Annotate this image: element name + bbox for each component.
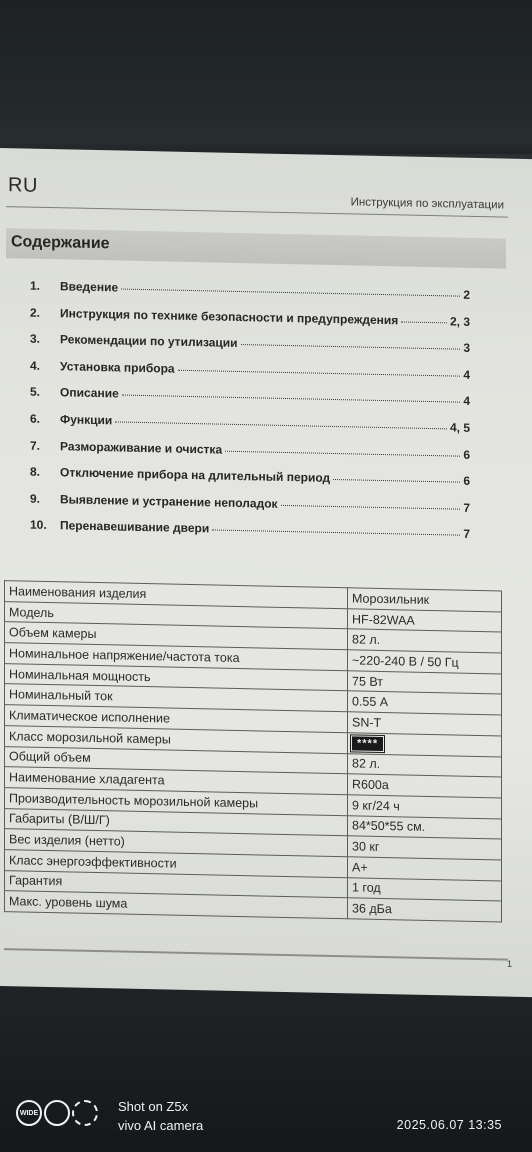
spec-value: R600a bbox=[348, 774, 502, 798]
toc-item-page: 7 bbox=[463, 500, 470, 515]
spec-key: Объем камеры bbox=[5, 622, 348, 650]
spec-key: Номинальная мощность bbox=[5, 663, 348, 691]
language-code: RU bbox=[8, 174, 38, 197]
spec-key: Гарантия bbox=[5, 870, 348, 898]
toc-item-label: Отключение прибора на длительный период bbox=[60, 465, 331, 486]
spec-value: A+ bbox=[348, 857, 502, 881]
spec-value: 82 л. bbox=[348, 753, 502, 777]
camera-watermark-line2: vivo AI camera bbox=[118, 1118, 204, 1133]
spec-key: Номинальное напряжение/частота тока bbox=[5, 643, 348, 671]
lens-ring-dashed-icon bbox=[72, 1100, 98, 1126]
freezer-star-rating-badge: **** bbox=[352, 737, 383, 752]
toc-item-number: 1. bbox=[30, 278, 41, 293]
spec-value: 84*50*55 см. bbox=[348, 815, 502, 839]
toc-item-page: 3 bbox=[463, 340, 470, 356]
contents-heading: Содержание bbox=[11, 233, 110, 253]
camera-logo bbox=[16, 1100, 98, 1126]
toc-item-page: 4 bbox=[463, 367, 470, 382]
footer-divider bbox=[4, 948, 508, 960]
toc-item-label: Рекомендации по утилизации bbox=[60, 332, 238, 351]
toc-leader-dots bbox=[121, 289, 460, 297]
toc-item-label: Установка прибора bbox=[60, 359, 175, 376]
spec-key: Габариты (В/Ш/Г) bbox=[5, 808, 348, 836]
toc-leader-dots bbox=[401, 321, 447, 323]
toc-item-page: 7 bbox=[463, 527, 470, 542]
toc-item-number: 7. bbox=[30, 438, 41, 453]
spec-value: 75 Вт bbox=[348, 671, 502, 695]
spec-value: 0.55 А bbox=[348, 691, 502, 715]
spec-value: 30 кг bbox=[348, 836, 502, 860]
toc-item-label: Размораживание и очистка bbox=[60, 438, 223, 457]
spec-value: SN-T bbox=[348, 712, 502, 736]
spec-key: Производительность морозильной камеры bbox=[5, 787, 348, 815]
toc-item-number: 3. bbox=[30, 331, 41, 347]
toc-leader-dots bbox=[178, 370, 461, 377]
spec-value: 82 л. bbox=[348, 629, 502, 653]
spec-key: Общий объем bbox=[5, 746, 348, 774]
spec-key: Наименования изделия bbox=[5, 581, 348, 609]
toc-leader-dots bbox=[212, 530, 460, 536]
toc-item-page: 4 bbox=[463, 394, 470, 409]
spec-value: ~220-240 В / 50 Гц bbox=[348, 650, 502, 674]
toc-item-page: 4, 5 bbox=[449, 420, 470, 435]
toc-item-page: 2, 3 bbox=[449, 314, 470, 329]
spec-key: Класс энергоэффективности bbox=[5, 850, 348, 878]
wide-lens-icon: WIDE bbox=[16, 1100, 42, 1126]
toc-item-number: 9. bbox=[30, 491, 41, 506]
toc-leader-dots bbox=[241, 344, 461, 350]
toc-item-number: 10. bbox=[30, 517, 47, 533]
spec-value: HF-82WAA bbox=[348, 608, 502, 632]
spec-value: 36 дБа bbox=[348, 898, 502, 922]
spec-key: Класс морозильной камеры bbox=[5, 725, 348, 753]
toc-item-number: 6. bbox=[30, 411, 41, 426]
toc-item-page: 6 bbox=[463, 447, 470, 462]
manual-page bbox=[0, 148, 532, 997]
spec-key: Макс. уровень шума bbox=[5, 891, 348, 919]
specifications-table bbox=[4, 580, 502, 922]
toc-leader-dots bbox=[281, 505, 461, 510]
camera-watermark-line1: Shot on Z5x bbox=[118, 1099, 189, 1114]
lens-ring-icon bbox=[44, 1100, 70, 1126]
toc-item-label: Инструкция по технике безопасности и предупреждения bbox=[60, 305, 399, 327]
contents-heading-bar bbox=[6, 228, 506, 268]
toc-item-number: 5. bbox=[30, 385, 41, 400]
page-number: 1 bbox=[506, 958, 512, 969]
toc-item-number: 2. bbox=[30, 305, 41, 320]
toc-item-number: 8. bbox=[30, 464, 41, 479]
table-of-contents bbox=[30, 279, 470, 554]
dark-background-top bbox=[0, 0, 532, 160]
spec-key: Климатическое исполнение bbox=[5, 705, 348, 733]
spec-value: Морозильник bbox=[348, 588, 502, 612]
toc-item-page: 2 bbox=[463, 287, 470, 302]
spec-key: Номинальный ток bbox=[5, 684, 348, 712]
camera-datetime: 2025.06.07 13:35 bbox=[396, 1118, 502, 1132]
toc-item-page: 6 bbox=[463, 473, 470, 489]
toc-leader-dots bbox=[115, 421, 447, 429]
spec-value: 1 год bbox=[348, 877, 502, 901]
spec-key: Модель bbox=[5, 601, 348, 629]
spec-key: Вес изделия (нетто) bbox=[5, 829, 348, 857]
toc-item-label: Перенавешивание двери bbox=[60, 518, 210, 536]
toc-leader-dots bbox=[225, 450, 460, 456]
toc-leader-dots bbox=[122, 395, 461, 403]
spec-key: Наименование хладагента bbox=[5, 767, 348, 795]
toc-item-label: Функции bbox=[60, 412, 113, 428]
toc-leader-dots bbox=[333, 479, 460, 483]
toc-item-number: 4. bbox=[30, 358, 41, 373]
spec-value: 9 кг/24 ч bbox=[348, 795, 502, 819]
camera-watermark-text bbox=[118, 1097, 203, 1135]
toc-item-label: Введение bbox=[60, 279, 119, 295]
toc-item-label: Описание bbox=[60, 385, 119, 401]
toc-item-label: Выявление и устранение неполадок bbox=[60, 492, 278, 511]
document-title: Инструкция по эксплуатации bbox=[350, 196, 504, 212]
